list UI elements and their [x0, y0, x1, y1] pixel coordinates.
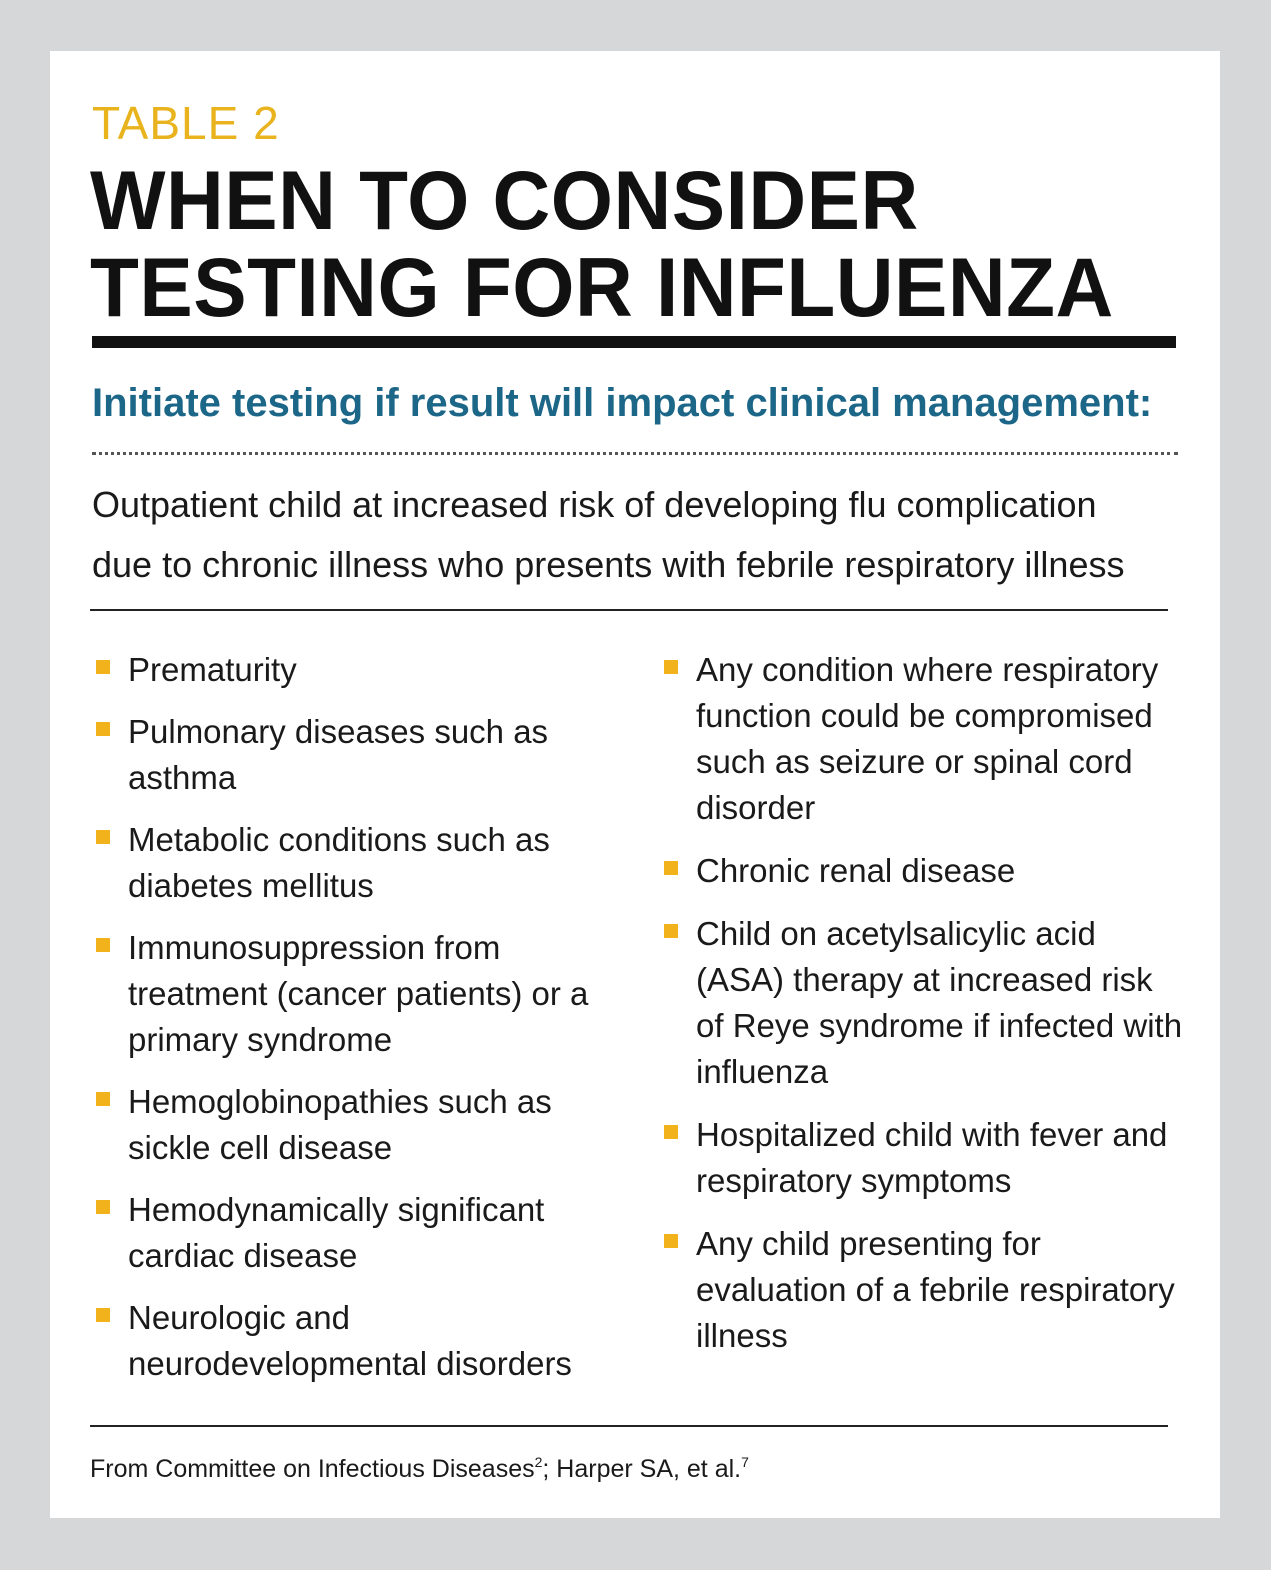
- list-item: [90, 647, 630, 693]
- list-item-text: Any condition where respiratory function could be compromised such as seizure or spinal cord disorder: [696, 651, 1159, 826]
- source-ref-2: 7: [741, 1454, 749, 1470]
- intro-line-2: due to chronic illness who presents with febrile respiratory illness: [92, 544, 1125, 585]
- list-item: [658, 1112, 1188, 1204]
- list-item-text: Child on acetylsalicylic acid (ASA) therapy at increased risk of Reye syndrome if infected with influenza: [696, 915, 1183, 1090]
- bullet-square-icon: [664, 861, 678, 875]
- bullet-square-icon: [664, 660, 678, 674]
- list-item: [90, 925, 630, 1063]
- intro-divider: [90, 609, 1168, 611]
- subheading: Initiate testing if result will impact clinical management:: [92, 381, 1153, 425]
- left-condition-list: [90, 647, 630, 1403]
- list-item-text: Prematurity: [128, 651, 297, 688]
- title-divider: [92, 336, 1176, 348]
- list-item: [90, 817, 630, 909]
- bullet-square-icon: [96, 1092, 110, 1106]
- bullet-square-icon: [96, 722, 110, 736]
- list-item: [658, 848, 1188, 894]
- list-item: [90, 1187, 630, 1279]
- title-line-1: WHEN TO CONSIDER: [90, 153, 919, 247]
- list-item-text: Hemodynamically significant cardiac disease: [128, 1191, 545, 1274]
- list-item-text: Metabolic conditions such as diabetes mellitus: [128, 821, 550, 904]
- table-card: [50, 51, 1220, 1518]
- right-condition-list: [658, 647, 1188, 1376]
- bullet-square-icon: [96, 1200, 110, 1214]
- table-label: TABLE 2: [92, 97, 280, 149]
- title-line-2: TESTING FOR INFLUENZA: [90, 241, 1114, 334]
- list-item-text: Neurologic and neurodevelopmental disorders: [128, 1299, 572, 1382]
- list-item-text: Hemoglobinopathies such as sickle cell disease: [128, 1083, 552, 1166]
- dotted-divider: [92, 452, 1178, 455]
- bullet-square-icon: [664, 1234, 678, 1248]
- list-item-text: Any child presenting for evaluation of a febrile respiratory illness: [696, 1225, 1175, 1354]
- bullet-square-icon: [664, 1125, 678, 1139]
- source-prefix: From Committee on Infectious Diseases: [90, 1455, 535, 1483]
- bullet-square-icon: [96, 938, 110, 952]
- list-item: [658, 911, 1188, 1095]
- bullet-square-icon: [96, 830, 110, 844]
- list-item-text: Pulmonary diseases such as asthma: [128, 713, 549, 796]
- bullet-square-icon: [664, 924, 678, 938]
- list-item: [90, 1295, 630, 1387]
- bullet-square-icon: [96, 1308, 110, 1322]
- source-ref-1: 2: [534, 1454, 543, 1470]
- footer-divider: [90, 1425, 1168, 1427]
- intro-line-1: Outpatient child at increased risk of developing flu complication: [92, 484, 1097, 525]
- list-item: [90, 709, 630, 801]
- list-item: [90, 1079, 630, 1171]
- source-citation: [90, 1449, 749, 1489]
- list-item-text: Immunosuppression from treatment (cancer patients) or a primary syndrome: [128, 929, 589, 1058]
- list-item: [658, 647, 1188, 831]
- list-item: [658, 1221, 1188, 1359]
- intro-text: [92, 475, 1192, 595]
- table-title: [90, 153, 1190, 334]
- list-item-text: Hospitalized child with fever and respiratory symptoms: [696, 1116, 1168, 1199]
- list-item-text: Chronic renal disease: [696, 852, 1016, 889]
- bullet-square-icon: [96, 660, 110, 674]
- source-middle: ; Harper SA, et al.: [542, 1455, 742, 1483]
